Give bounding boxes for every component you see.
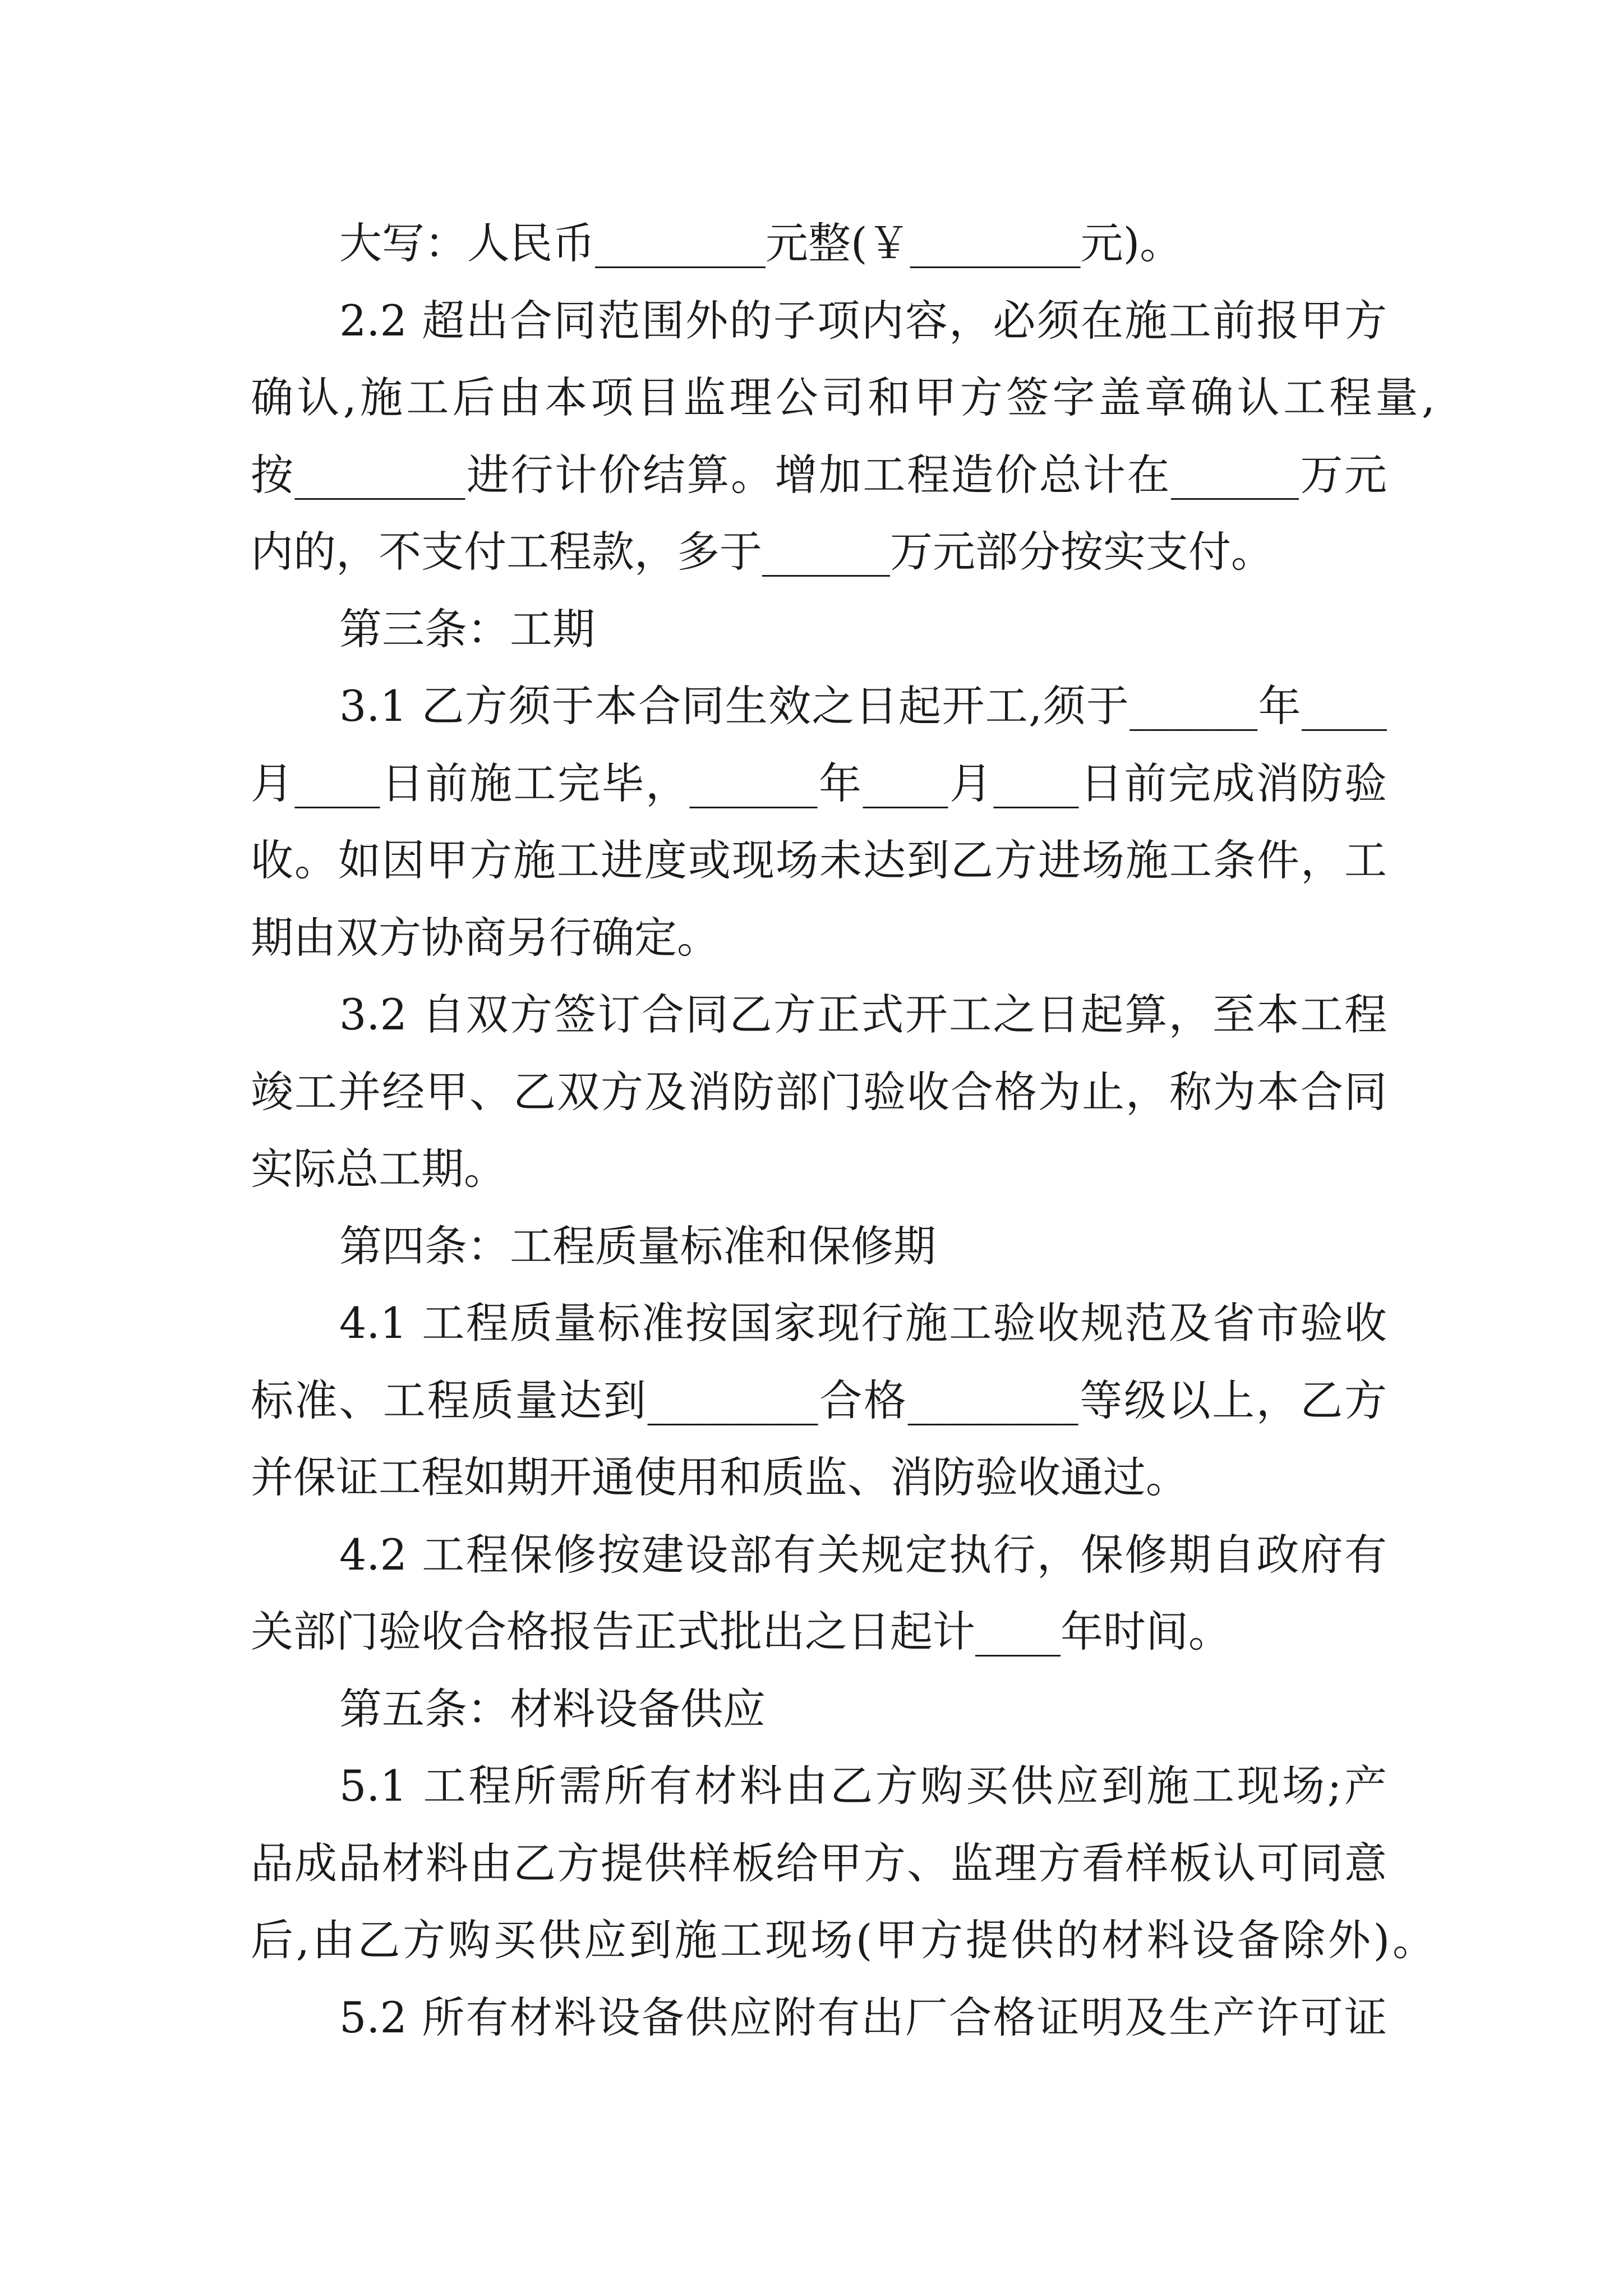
clause-4-1-line: 4.1 工程质量标准按国家现行施工验收规范及省市验收 [339,1298,1387,1348]
contract-text [251,205,1435,2056]
clause-5-1-line: 5.1 工程所需所有材料由乙方购买供应到施工现场;产 [339,1761,1387,1811]
clause-2-2-line: 确认,施工后由本项目监理公司和甲方签字盖章确认工程量, [251,372,1435,422]
article-3-heading: 第三条：工期 [339,604,595,654]
amount-in-words-line: 大写：人民币________元整(￥________元)。 [339,218,1183,268]
clause-3-2-line: 竣工并经甲、乙双方及消防部门验收合格为止，称为本合同 [251,1066,1387,1117]
clause-3-1-line: 3.1 乙方须于本合同生效之日起开工,须于______年____ [339,681,1387,731]
clause-3-2-line: 3.2 自双方签订合同乙方正式开工之日起算，至本工程 [339,990,1387,1039]
clause-4-1-line: 并保证工程如期开通使用和质监、消防验收通过。 [251,1452,1188,1502]
clause-4-2-line: 4.2 工程保修按建设部有关规定执行，保修期自政府有 [339,1529,1387,1580]
clause-5-2-line: 5.2 所有材料设备供应附有出厂合格证明及生产许可证 [339,1992,1387,2042]
clause-3-1-line: 月____日前施工完毕，______年____月____日前完成消防验 [251,758,1387,808]
clause-4-1-line: 标准、工程质量达到________合格________等级以上，乙方 [251,1375,1387,1425]
article-4-heading: 第四条：工程质量标准和保修期 [339,1221,936,1271]
clause-2-2-line: 内的，不支付工程款，多于______万元部分按实支付。 [251,527,1274,577]
clause-5-1-line: 后,由乙方购买供应到施工现场(甲方提供的材料设备除外)。 [251,1915,1435,1965]
article-5-heading: 第五条：材料设备供应 [339,1683,766,1734]
clause-2-2-line: 按________进行计价结算。增加工程造价总计在______万元 [251,449,1387,500]
clause-2-2-line: 2.2 超出合同范围外的子项内容，必须在施工前报甲方 [339,295,1387,346]
clause-3-1-line: 收。如因甲方施工进度或现场未达到乙方进场施工条件，工 [251,835,1387,885]
clause-4-2-line: 关部门验收合格报告正式批出之日起计____年时间。 [251,1607,1231,1657]
clause-5-1-line: 品成品材料由乙方提供样板给甲方、监理方看样板认可同意 [251,1838,1387,1888]
clause-3-1-line: 期由双方协商另行确定。 [251,912,720,963]
clause-3-2-line: 实际总工期。 [251,1144,506,1194]
